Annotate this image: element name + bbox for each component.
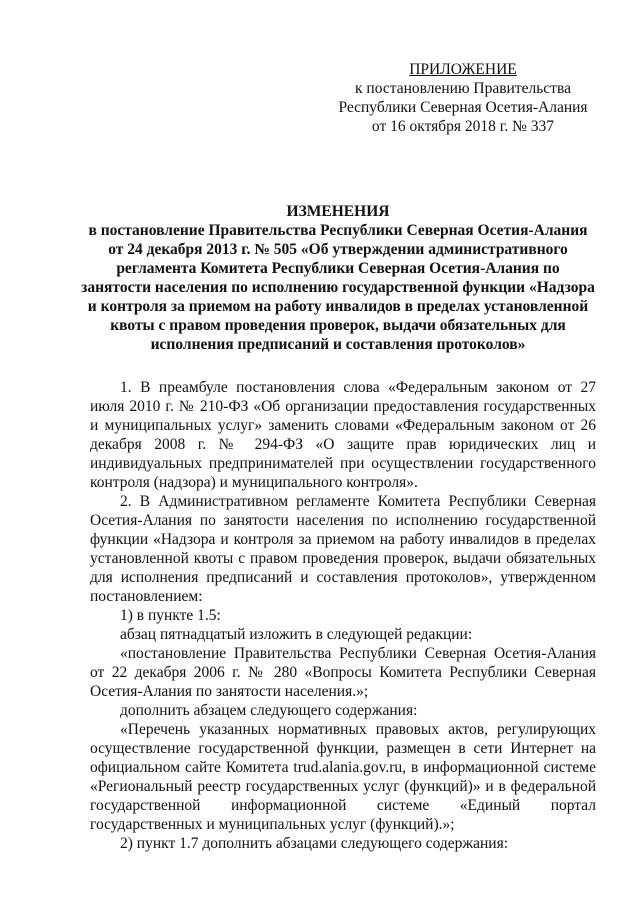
paragraph: 1) в пункте 1.5:: [120, 607, 221, 624]
paragraph: «Перечень указанных нормативных правовых актов, регулирующих осуществление государственной функции, размещен в сети Интернет на официальном сайте Комитета trud.alania.gov.ru, в информационной системе «Региональный реестр государственных услуг (функций)» и в федеральной государственной информационной системе «Единый портал государственных и муниципальных услуг (функций).»;: [90, 721, 596, 833]
attachment-line: Республики Северная Осетия-Алания: [338, 99, 588, 116]
paragraph: «постановление Правительства Республики Северная Осетия-Алания от 22 декабря 2006 г. № 280 «Вопросы Комитета Республики Северная Осетия-Алания по занятости населения.»;: [90, 645, 596, 700]
paragraph: дополнить абзацем следующего содержания:: [120, 702, 418, 719]
paragraph: 2. В Административном регламенте Комитета Республики Северная Осетия-Алания по занятости населения по исполнению государственной функции «Надзора и контроля за приемом на работу инвалидов в пределах установленной квоты с правом проведения проверок, выдачи обязательных для исполнения предписаний и составления протоколов», утвержденном постановлением:: [90, 493, 596, 605]
paragraph: 2) пункт 1.7 дополнить абзацами следующего содержания:: [120, 835, 509, 852]
attachment-line: от 16 октября 2018 г. № 337: [371, 118, 555, 135]
document-title: [80, 202, 596, 354]
document-body: [90, 378, 596, 853]
attachment-line: к постановлению Правительства: [355, 80, 571, 97]
paragraph: абзац пятнадцатый изложить в следующей редакции:: [120, 626, 473, 643]
title-text: в постановление Правительства Республики Северная Осетия-Алания от 24 декабря 2013 г. № 505 «Об утверждении административного регламента Комитета Республики Северная Осетия-Алания по занятости населения по исполнению государственной функции «Надзора и контроля за приемом на работу инвалидов в пределах установленной квоты с правом проведения проверок, выдачи обязательных для исполнения предписаний и составления протоколов»: [81, 222, 595, 353]
paragraph: 1. В преамбуле постановления слова «Федеральным законом от 27 июля 2010 г. № 210-ФЗ «Об организации предоставления государственных и муниципальных услуг» заменить словами «Федеральным законом от 26 декабря 2008 г. № 294-ФЗ «О защите прав юридических лиц и индивидуальных предпринимателей при осуществлении государственного контроля (надзора) и муниципального контроля».: [90, 379, 596, 491]
attachment-heading: ПРИЛОЖЕНИЕ: [409, 61, 517, 78]
attachment-block: [318, 60, 608, 136]
title-heading: ИЗМЕНЕНИЯ: [286, 203, 390, 220]
